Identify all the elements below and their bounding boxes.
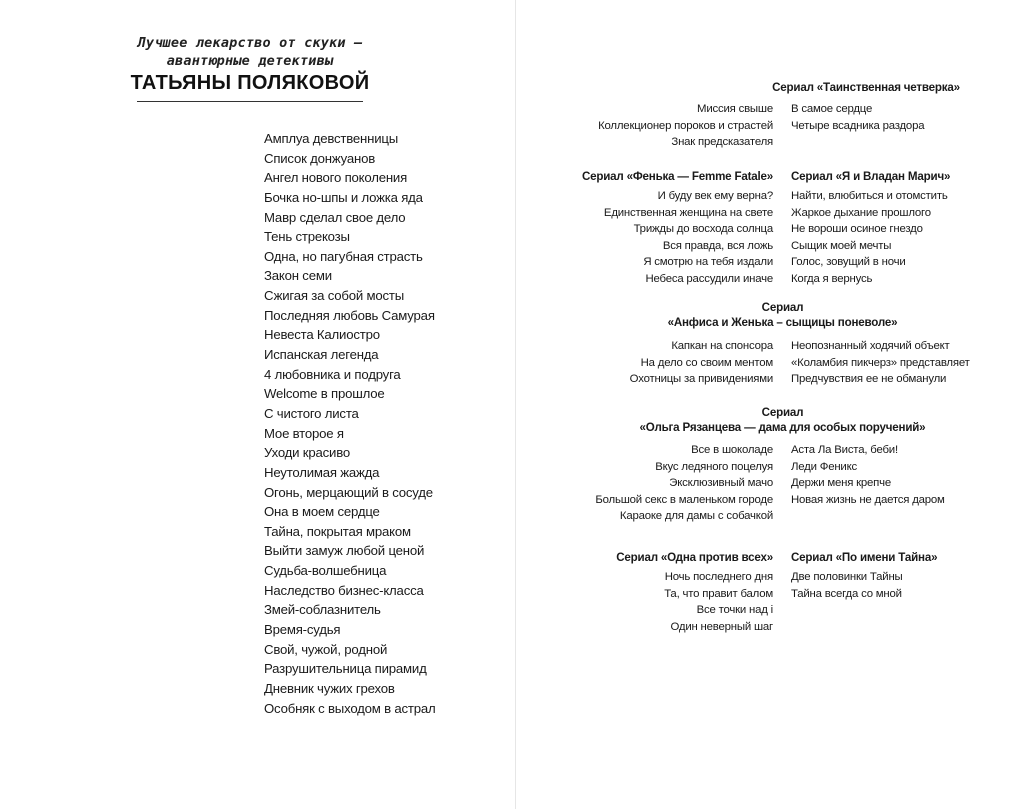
- book-title: Сыщик моей мечты: [791, 239, 892, 252]
- title-list-right-column: [264, 129, 436, 718]
- series-titles-right: [791, 101, 924, 134]
- series-titles-left: [630, 338, 773, 388]
- series-heading: Сериал «Таинственная четверка»: [772, 81, 960, 94]
- book-title: Единственная женщина на свете: [603, 206, 773, 219]
- book-title: Большой секс в маленьком городе: [595, 493, 773, 506]
- book-title: Она в моем сердце: [264, 504, 380, 520]
- book-title: Наследство бизнес-класса: [264, 582, 424, 598]
- book-title: Выйти замуж любой ценой: [264, 543, 425, 559]
- book-title: Найти, влюбиться и отомстить: [791, 190, 948, 202]
- heading-line-1: Лучшее лекарство от скуки –: [137, 35, 363, 51]
- book-title: Две половинки Тайны: [791, 571, 903, 583]
- book-title: И буду век ему верна?: [657, 190, 773, 202]
- series-heading-line-2: «Анфиса и Женька – сыщицы поневоле»: [667, 316, 898, 329]
- series-po-imeni-tayna: [791, 550, 1030, 602]
- book-title: Список донжуанов: [264, 150, 376, 166]
- book-title: Тень стрекозы: [264, 229, 350, 245]
- book-title: «Коламбия пикчерз» представляет: [791, 356, 970, 369]
- series-heading: Сериал «Одна против всех»: [616, 551, 773, 564]
- book-title: Охотницы за привидениями: [629, 373, 773, 385]
- book-title: Последняя любовь Самурая: [264, 307, 435, 323]
- book-title: Держи меня крепче: [791, 477, 892, 489]
- series-titles-left: [595, 442, 773, 525]
- book-title: Одна, но пагубная страсть: [264, 248, 423, 264]
- book-title: Небеса рассудили иначе: [645, 272, 773, 285]
- series-heading-line-1: Сериал: [761, 301, 804, 314]
- heading-line-2: авантюрные детективы: [166, 53, 334, 69]
- book-title: Мавр сделал свое дело: [264, 209, 406, 225]
- book-title: Я смотрю на тебя издали: [643, 256, 773, 268]
- book-title: Голос, зовущий в ночи: [791, 256, 906, 268]
- book-title: Не вороши осиное гнездо: [791, 223, 923, 235]
- book-title: Судьба-волшебница: [264, 563, 387, 579]
- series-heading: Сериал «Фенька — Femme Fatale»: [581, 170, 773, 183]
- book-title: Та, что правит балом: [664, 587, 773, 600]
- page-heading: [120, 34, 380, 102]
- book-title: На дело со своим ментом: [640, 356, 773, 369]
- book-title: Леди Феникс: [791, 460, 857, 473]
- book-title: Испанская легенда: [264, 347, 379, 363]
- series-titles-right: [791, 442, 945, 508]
- book-title: Сжигая за собой мосты: [264, 288, 405, 304]
- series-titles-left: [604, 188, 773, 287]
- book-title: Время-судья: [264, 622, 341, 638]
- heading-underline: [137, 101, 363, 102]
- book-title: Жаркое дыхание прошлого: [791, 206, 931, 219]
- book-title: Змей-соблазнитель: [264, 602, 381, 618]
- book-title: Все точки над i: [696, 604, 773, 616]
- series-heading: Сериал «По имени Тайна»: [791, 551, 938, 564]
- book-title: Тайна всегда со мной: [791, 587, 902, 600]
- series-heading: Сериал «Я и Владан Марич»: [791, 170, 951, 183]
- series-titles: [791, 188, 1030, 287]
- book-title: Аста Ла Виста, беби!: [791, 444, 898, 456]
- book-title: Закон семи: [264, 268, 332, 284]
- book-title: Капкан на спонсора: [671, 340, 773, 352]
- book-title: Свой, чужой, родной: [264, 641, 388, 657]
- book-title: Знак предсказателя: [671, 136, 773, 148]
- book-title: Уходи красиво: [264, 445, 350, 461]
- book-title: Вкус ледяного поцелуя: [655, 460, 773, 473]
- right-page: [516, 0, 1030, 809]
- book-title: С чистого листа: [264, 405, 359, 421]
- book-title: Один неверный шаг: [670, 620, 773, 633]
- book-title: Караоке для дамы с собачкой: [619, 510, 773, 522]
- book-title: Невеста Калиостро: [264, 327, 380, 343]
- book-title: Новая жизнь не дается даром: [791, 493, 945, 506]
- book-title: В самое сердце: [791, 103, 873, 115]
- book-title: Миссия свыше: [697, 103, 773, 115]
- book-title: Эксклюзивный мачо: [669, 477, 773, 489]
- book-title: Все в шоколаде: [691, 444, 773, 456]
- series-ya-i-vladan-marich: [791, 169, 1030, 287]
- author-name: ТАТЬЯНЫ ПОЛЯКОВОЙ: [130, 72, 370, 94]
- book-title: Вся правда, вся ложь: [662, 239, 773, 252]
- book-title: Когда я вернусь: [791, 272, 873, 285]
- book-title: Неопознанный ходячий объект: [791, 340, 950, 352]
- book-title: Коллекционер пороков и страстей: [598, 119, 773, 132]
- book-title: Трижды до восхода солнца: [633, 223, 773, 235]
- series-heading-line-1: Сериал: [761, 406, 804, 419]
- book-title: Неутолимая жажда: [264, 464, 380, 480]
- series-heading-line-2: «Ольга Рязанцева — дама для особых поручений»: [639, 421, 926, 434]
- series-titles-left: [664, 569, 773, 635]
- series-titles: [791, 569, 1030, 602]
- series-titles-right: [791, 338, 970, 388]
- book-title: Ночь последнего дня: [664, 571, 773, 583]
- book-title: Амплуа девственницы: [264, 131, 399, 146]
- book-title: Разрушительница пирамид: [264, 661, 427, 677]
- book-title: Ангел нового поколения: [264, 170, 408, 186]
- book-title: Четыре всадника раздора: [791, 119, 925, 132]
- book-title: Дневник чужих грехов: [264, 680, 395, 696]
- book-title: Огонь, мерцающий в сосуде: [264, 484, 433, 500]
- book-title: Мое второе я: [264, 425, 344, 441]
- book-title: Предчувствия ее не обманули: [791, 373, 947, 385]
- book-title: Особняк с выходом в астрал: [264, 700, 436, 716]
- book-title: Welcome в прошлое: [264, 386, 385, 402]
- series-titles-left: [598, 101, 773, 151]
- book-title: Бочка но-шпы и ложка яда: [264, 189, 423, 205]
- book-title: 4 любовника и подруга: [264, 366, 401, 382]
- book-title: Тайна, покрытая мраком: [264, 523, 411, 539]
